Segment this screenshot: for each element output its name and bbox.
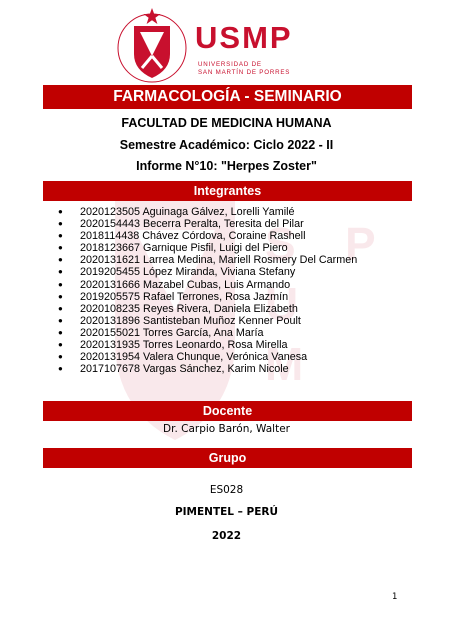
page-number: 1 — [392, 592, 398, 602]
list-item: ● 2019205575 Rafael Terrones, Rosa Jazmín — [58, 290, 289, 303]
list-item: ● 2020131621 Larrea Medina, Mariell Rosmery Del Carmen — [58, 254, 358, 267]
list-item: ● 2020154443 Becerra Peralta, Teresita del Pilar — [58, 218, 304, 231]
list-item: ● 2020131935 Torres Leonardo, Rosa Mirella — [58, 339, 288, 352]
svg-text:M: M — [265, 338, 304, 390]
location: PIMENTEL – PERÚ — [174, 506, 279, 518]
report-line: Informe N°10: "Herpes Zoster" — [136, 159, 317, 173]
bullet-icon: ● — [58, 364, 63, 374]
bullet-icon: ● — [58, 267, 63, 277]
list-item: ● 2020131896 Santisteban Muñoz Kenner Poult — [58, 314, 301, 327]
logo-wordmark: USMP — [195, 20, 293, 55]
bullet-icon: ● — [58, 279, 63, 289]
bullet-icon: ● — [58, 303, 63, 313]
document-title: FARMACOLOGÍA - SEMINARIO — [43, 85, 412, 109]
bullet-icon: ● — [58, 315, 63, 325]
bullet-icon: ● — [58, 291, 63, 301]
group-heading: Grupo — [43, 448, 412, 468]
shield-icon — [112, 6, 192, 84]
members-heading: Integrantes — [43, 181, 412, 201]
bullet-icon: ● — [58, 207, 63, 216]
year: 2022 — [211, 530, 242, 542]
list-item: ● 2020123505 Aguinaga Gálvez, Lorelli Yamilé — [58, 206, 295, 218]
bullet-icon: ● — [58, 219, 63, 229]
list-item: ● 2020131954 Valera Chunque, Verónica Vanesa — [58, 351, 308, 364]
group-code: ES028 — [209, 484, 244, 496]
svg-text:P: P — [345, 218, 376, 270]
list-item: ● 2020155021 Torres García, Ana María — [58, 326, 264, 339]
semester-line: Semestre Académico: Ciclo 2022 - II — [119, 138, 334, 152]
svg-text:U: U — [265, 278, 299, 330]
members-list — [56, 206, 357, 375]
bullet-icon: ● — [58, 243, 63, 253]
university-logo — [112, 6, 342, 84]
faculty-line: FACULTAD DE MEDICINA HUMANA — [121, 116, 332, 130]
bullet-icon: ● — [58, 255, 63, 265]
teacher-heading: Docente — [43, 401, 412, 421]
bullet-icon: ● — [58, 327, 63, 337]
logo-subtitle-line2: SAN MARTÍN DE PORRES — [198, 69, 291, 76]
list-item: ● 2019205455 López Miranda, Viviana Stefany — [58, 266, 296, 279]
list-item: ● 2020131666 Mazabel Cubas, Luis Armando — [58, 278, 291, 291]
bullet-icon: ● — [58, 231, 63, 241]
logo-subtitle-line1: UNIVERSIDAD DE — [198, 61, 262, 68]
svg-text:S: S — [265, 218, 296, 270]
list-item: ● 2018114438 Chávez Córdova, Coraine Rashell — [58, 230, 306, 243]
teacher-name: Dr. Carpio Barón, Walter — [163, 423, 290, 435]
bullet-icon: ● — [58, 340, 63, 350]
bullet-icon: ● — [58, 352, 63, 362]
list-item: ● 2020108235 Reyes Rivera, Daniela Elizabeth — [58, 302, 298, 315]
list-item: ● 2017107678 Vargas Sánchez, Karim Nicole — [58, 363, 289, 376]
list-item: ● 2018123667 Garnique Pisfil, Luigi del Piero — [58, 242, 288, 255]
